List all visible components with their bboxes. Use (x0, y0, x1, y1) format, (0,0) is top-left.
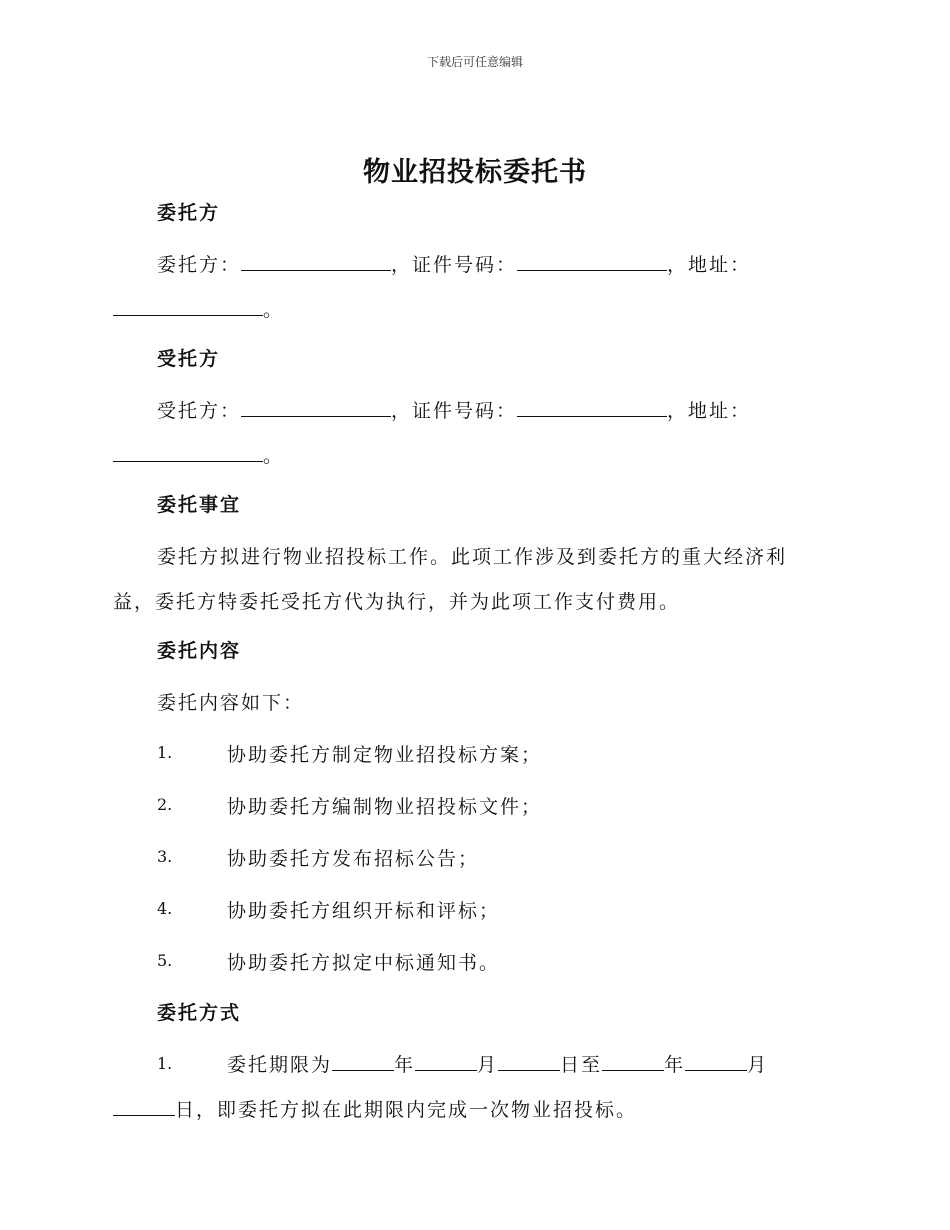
end-year-blank[interactable] (602, 1052, 664, 1071)
list-item-text: 协助委托方制定物业招投标方案； (227, 744, 543, 766)
page-header-note: 下载后可任意编辑 (426, 55, 523, 69)
method-term-line-1 (227, 1050, 768, 1077)
unit-year-end: 年 (664, 1054, 686, 1076)
term-suffix: ，即委托方拟在此期限内完成一次物业招投标。 (196, 1099, 638, 1121)
section-heading-principal: 委托方 (157, 202, 221, 224)
method-term-line-2 (113, 1095, 637, 1122)
list-item-number: 2. (157, 795, 173, 814)
principal-line-end: 。 (263, 299, 285, 321)
term-prefix: 委托期限为 (227, 1054, 333, 1076)
content-intro: 委托内容如下： (157, 692, 305, 714)
section-heading-method: 委托方式 (157, 1002, 242, 1024)
list-item-text: 协助委托方组织开标和评标； (227, 900, 501, 922)
unit-month-end: 月 (747, 1054, 769, 1076)
start-year-blank[interactable] (332, 1052, 394, 1071)
list-item-number: 3. (157, 847, 173, 866)
end-month-blank[interactable] (685, 1052, 747, 1071)
principal-info-line (157, 250, 751, 277)
start-month-blank[interactable] (415, 1052, 477, 1071)
principal-address-label: ，地址： (667, 254, 752, 276)
agent-id-blank[interactable] (517, 398, 667, 417)
section-heading-agent: 受托方 (157, 348, 221, 370)
section-heading-content: 委托内容 (157, 640, 242, 662)
agent-party-label: 受托方： (157, 400, 242, 422)
unit-year: 年 (394, 1054, 416, 1076)
list-item-number: 1. (157, 743, 173, 762)
principal-id-blank[interactable] (517, 252, 667, 271)
list-item-text: 协助委托方编制物业招投标文件； (227, 796, 543, 818)
start-day-blank[interactable] (498, 1052, 560, 1071)
unit-day: 日 (175, 1099, 197, 1121)
agent-info-line (157, 396, 751, 423)
principal-id-label: ，证件号码： (391, 254, 518, 276)
agent-address-blank[interactable] (113, 443, 263, 462)
principal-address-blank[interactable] (113, 297, 263, 316)
end-day-blank[interactable] (113, 1097, 175, 1116)
list-item-text: 协助委托方发布招标公告； (227, 848, 480, 870)
document-title: 物业招投标委托书 (363, 157, 587, 188)
agent-id-label: ，证件号码： (391, 400, 518, 422)
agent-address-line (113, 441, 284, 468)
matters-paragraph-line-2: 益，委托方特委托受托方代为执行，并为此项工作支付费用。 (113, 591, 681, 613)
section-heading-matters: 委托事宜 (157, 494, 242, 516)
list-item-text: 协助委托方拟定中标通知书。 (227, 952, 501, 974)
principal-party-label: 委托方： (157, 254, 242, 276)
matters-paragraph-line-1: 委托方拟进行物业招投标工作。此项工作涉及到委托方的重大经济利 (157, 546, 788, 568)
list-item-number: 5. (157, 951, 173, 970)
agent-address-label: ，地址： (667, 400, 752, 422)
principal-address-line (113, 295, 284, 322)
agent-line-end: 。 (263, 445, 285, 467)
unit-day-to: 日至 (560, 1054, 603, 1076)
principal-name-blank[interactable] (241, 252, 391, 271)
method-item-number: 1. (157, 1054, 173, 1073)
list-item-number: 4. (157, 899, 173, 918)
unit-month: 月 (477, 1054, 499, 1076)
agent-name-blank[interactable] (241, 398, 391, 417)
